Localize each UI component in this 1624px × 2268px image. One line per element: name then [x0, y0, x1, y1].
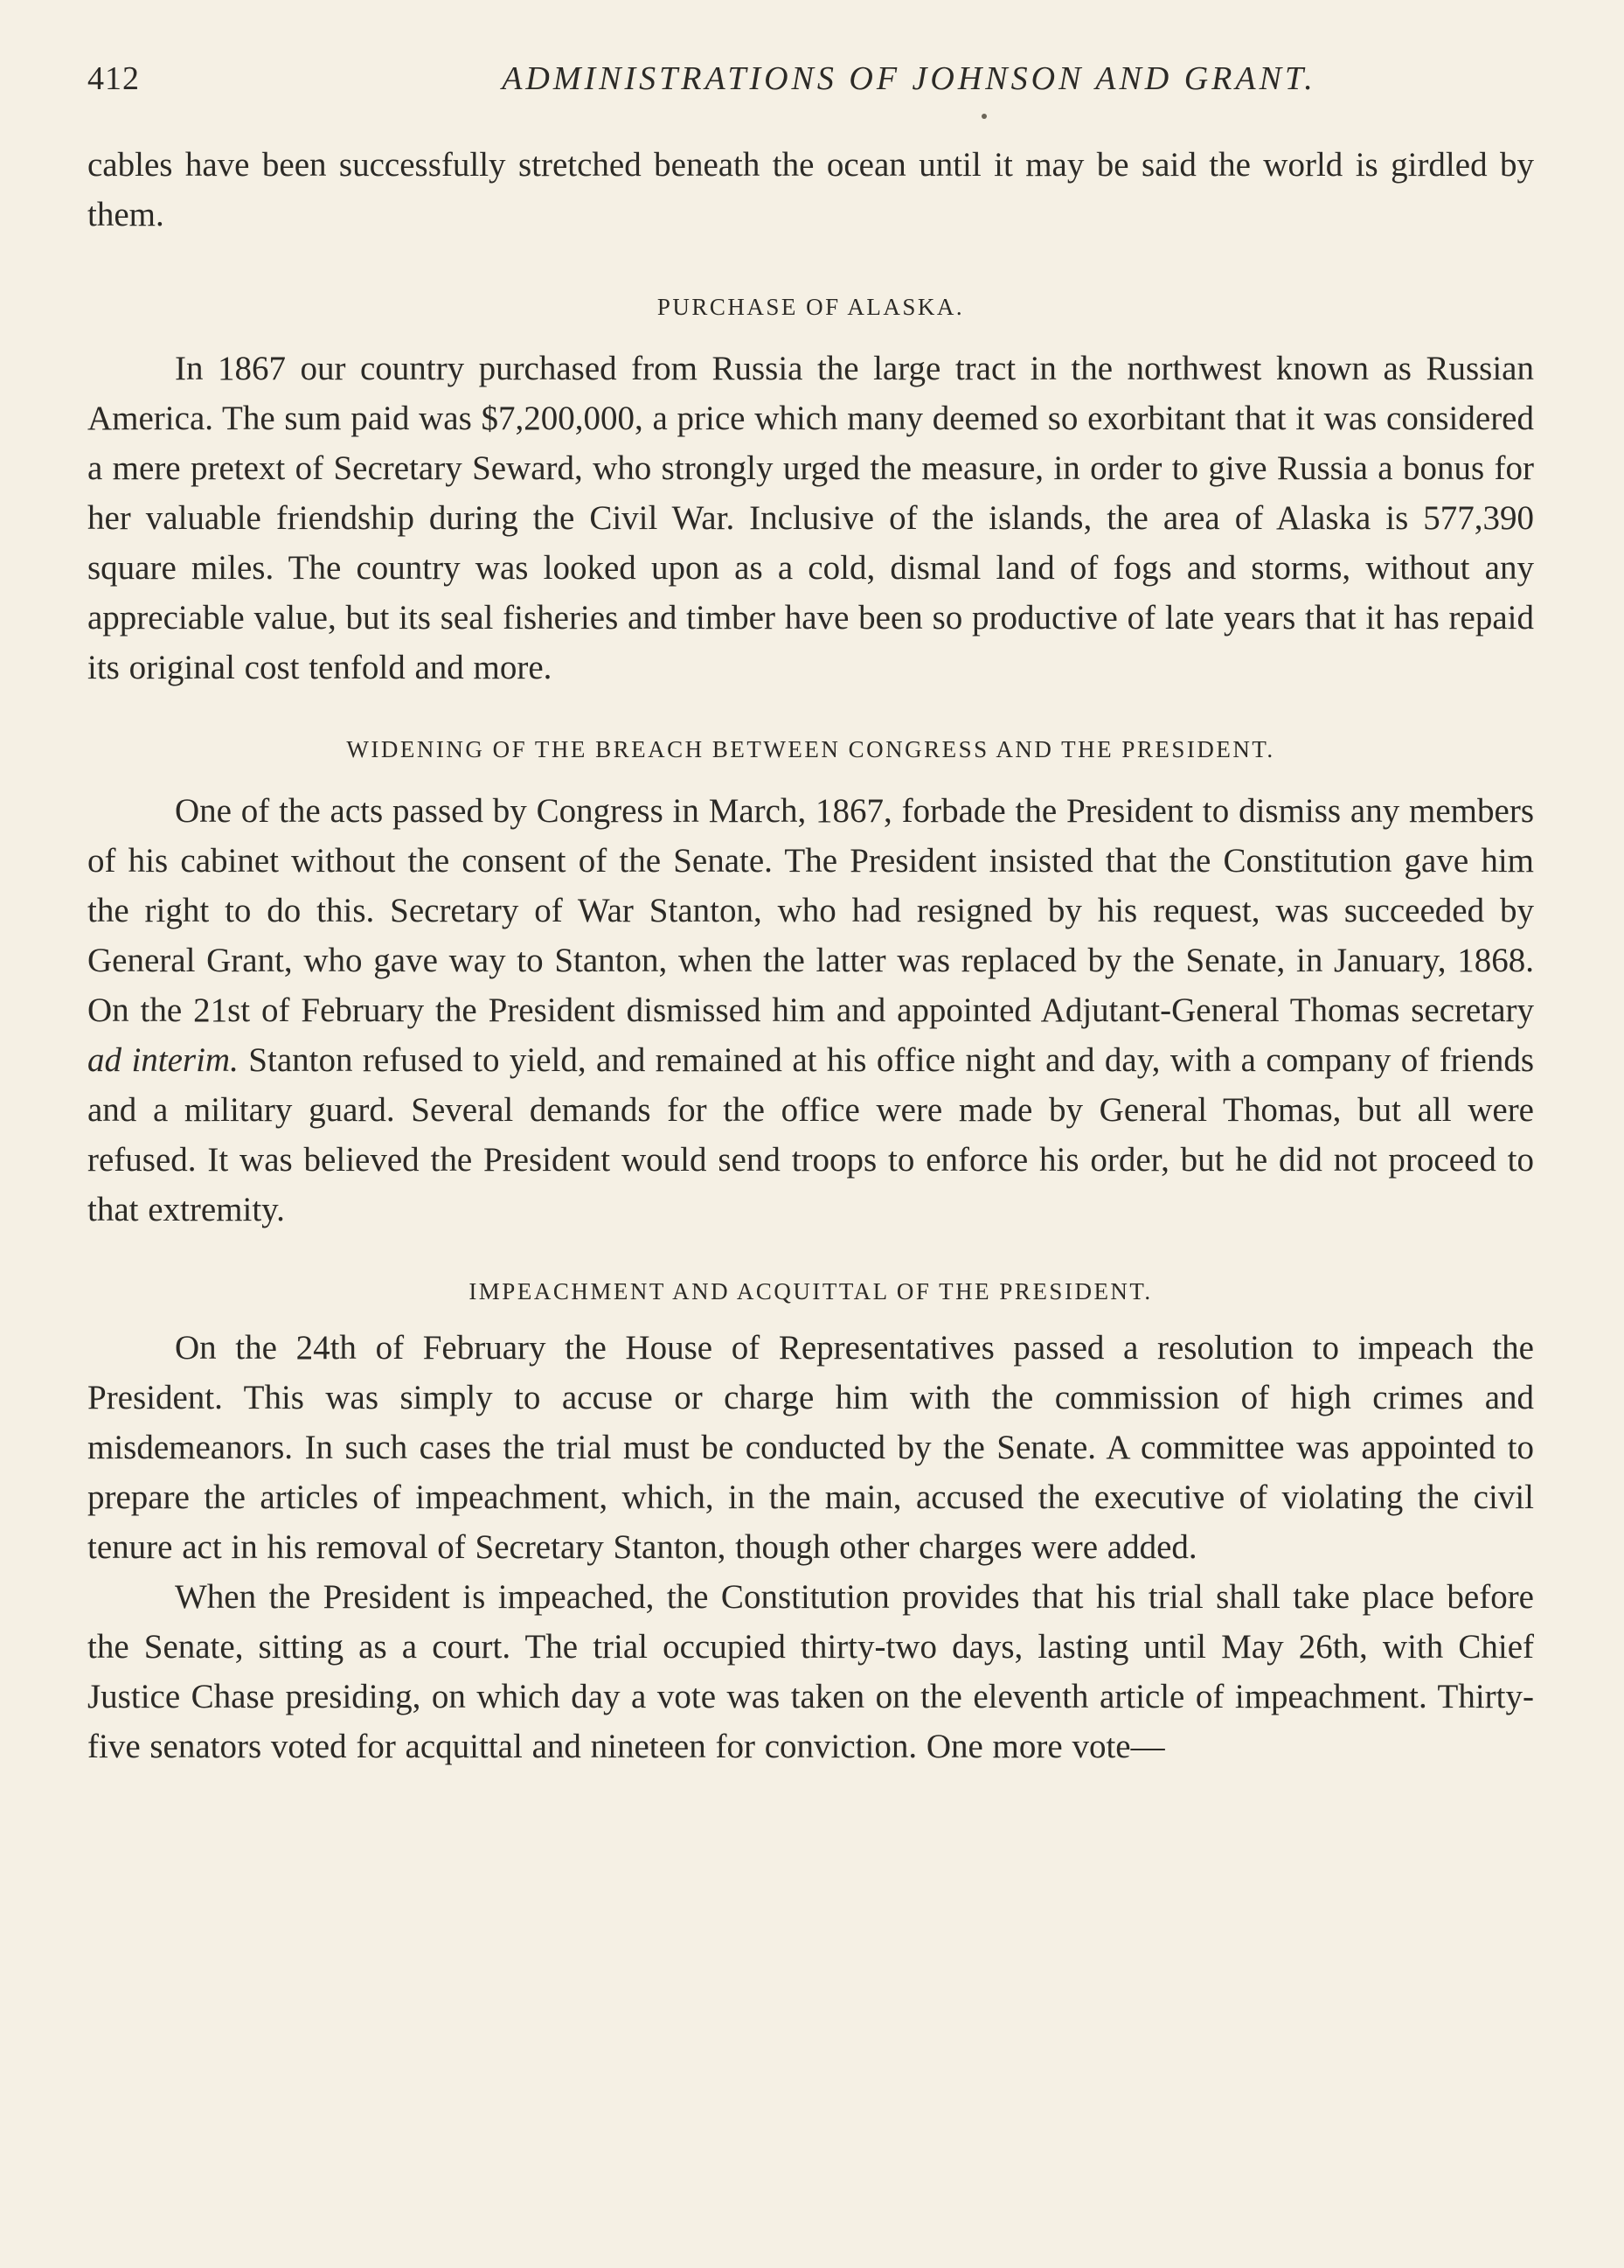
ink-dot: [982, 114, 987, 119]
intro-paragraph: cables have been successfully stretched beneath the ocean until it may be said the world is girdled by them.: [87, 146, 1534, 233]
page-number: 412: [87, 60, 140, 97]
impeachment-paragraph-2: When the President is impeached, the Constitution provides that his trial shall take place before the Senate, sitting as a court. The trial occupied thirty-two days, lasting until May 26th, with Chief Justice Chase presiding, on which day a vote was taken on the eleventh article of impeachment. Thirty-five senators voted for acquittal and nineteen for conviction. One more vote—: [87, 1578, 1534, 1765]
alaska-paragraph: In 1867 our country purchased from Russia the large tract in the northwest known as Russian America. The sum paid was $7,200,000, a price which many deemed so exorbitant that it was considered a mere pretext of Secretary Seward, who strongly urged the measure, in order to give Russia a bonus for her valuable friendship during the Civil War. Inclusive of the islands, the area of Alaska is 577,390 square miles. The country was looked upon as a cold, dismal land of fogs and storms, without any appreciable value, but its seal fisheries and timber have been so productive of late years that it has repaid its original cost tenfold and more.: [87, 350, 1534, 686]
page-body: [87, 140, 1534, 1771]
heading-purchase-of-alaska: PURCHASE OF ALASKA.: [656, 294, 965, 320]
breach-italic-term: ad interim.: [87, 1041, 239, 1079]
page-header: [87, 59, 1534, 112]
breach-text-2: Stanton refused to yield, and remained at his office night and day, with a company of friends and a military guard. Several demands for the office were made by General Thomas, but all were refused. It was believed the President would send troops to enforce his order, but he did not proceed to that extremity.: [87, 1041, 1534, 1228]
running-head: ADMINISTRATIONS OF JOHNSON AND GRANT.: [502, 60, 1316, 97]
impeachment-paragraph-1: On the 24th of February the House of Representatives passed a resolution to impeach the President. This was simply to accuse or charge him with the commission of high crimes and misdemeanors. In such cases the trial must be conducted by the Senate. A committee was appointed to prepare the articles of impeachment, which, in the main, accused the executive of violating the civil tenure act in his removal of Secretary Stanton, though other charges were added.: [87, 1329, 1534, 1566]
breach-paragraph: [87, 786, 1534, 1235]
heading-impeachment-acquittal: IMPEACHMENT AND ACQUITTAL OF THE PRESIDENT.: [468, 1278, 1153, 1304]
breach-text-1: One of the acts passed by Congress in March, 1867, forbade the President to dismiss any members of his cabinet without the consent of the Senate. The President insisted that the Constitution gave him the right to do this. Secretary of War Stanton, who had resigned by his request, was succeeded by General Grant, who gave way to Stanton, when the latter was replaced by the Senate, in January, 1868. On the 21st of February the President dismissed him and appointed Adjutant-General Thomas secretary: [87, 792, 1534, 1029]
heading-widening-breach: WIDENING OF THE BREACH BETWEEN CONGRESS AND THE PRESIDENT.: [346, 736, 1275, 762]
